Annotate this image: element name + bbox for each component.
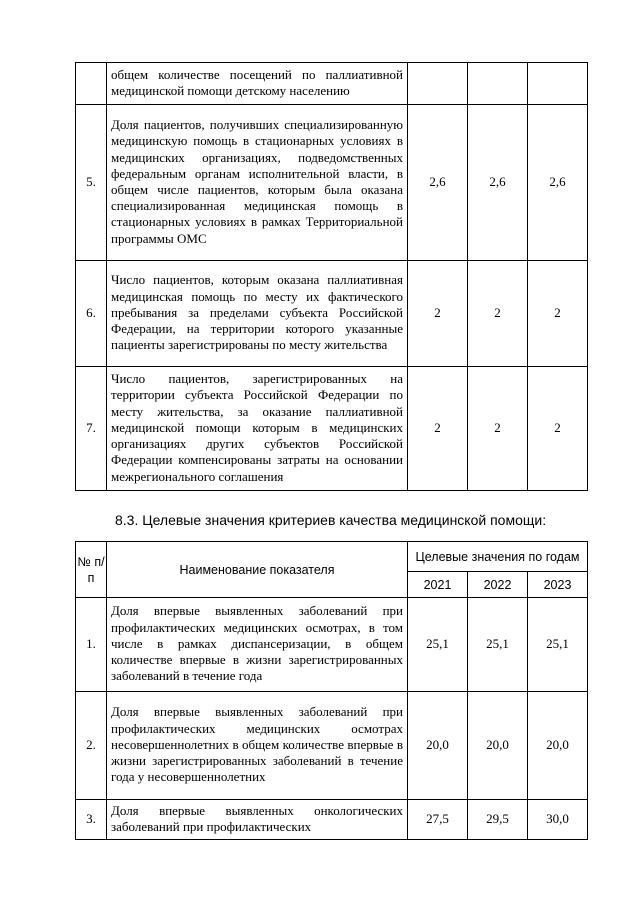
row-number: 3. (76, 800, 107, 840)
value-2022: 25,1 (468, 598, 528, 692)
value-2022: 29,5 (468, 800, 528, 840)
value-2023: 2 (528, 367, 588, 491)
indicator-name: Доля пациентов, получивших специализированную медицинскую помощь в стационарных условиях в медицинских организациях, подведомственных федеральным органам исполнительной власти, в общем числе пациентов, которым была оказана специализированная медицинская помощь в стационарных условиях в рамках Территориальной программы ОМС (107, 105, 408, 261)
value-2022 (468, 63, 528, 105)
value-2022: 20,0 (468, 692, 528, 800)
value-2023 (528, 63, 588, 105)
header-target-values: Целевые значения по годам (408, 542, 588, 572)
table-row (76, 800, 588, 840)
criteria-table-continued (75, 62, 588, 491)
table-row (76, 598, 588, 692)
value-2022: 2 (468, 367, 528, 491)
indicator-name: Число пациентов, зарегистрированных на территории субъекта Российской Федерации по месту жительства, за оказание паллиативной медицинской помощи которым в медицинских организациях других субъектов Российской Федерации компенсированы затраты на основании межрегионального соглашения (107, 367, 408, 491)
value-2021: 2,6 (408, 105, 468, 261)
value-2021: 25,1 (408, 598, 468, 692)
value-2023: 20,0 (528, 692, 588, 800)
value-2021: 27,5 (408, 800, 468, 840)
row-number: 7. (76, 367, 107, 491)
target-values-table (75, 541, 588, 840)
value-2022: 2 (468, 261, 528, 367)
value-2021: 2 (408, 367, 468, 491)
indicator-name: общем количестве посещений по паллиативной медицинской помощи детскому населению (107, 63, 408, 105)
header-year: 2021 (408, 572, 468, 598)
table-row (76, 105, 588, 261)
section-caption: 8.3. Целевые значения критериев качества медицинской помощи: (115, 512, 547, 528)
value-2023: 2 (528, 261, 588, 367)
value-2023: 30,0 (528, 800, 588, 840)
table-row (76, 63, 588, 105)
indicator-name: Доля впервые выявленных заболеваний при профилактических медицинских осмотрах несовершеннолетних в общем количестве впервые в жизни зарегистрированных заболеваний в течение года у несовершеннолетних (107, 692, 408, 800)
value-2023: 2,6 (528, 105, 588, 261)
header-indicator-name: Наименование показателя (107, 542, 408, 598)
table-header-row (76, 542, 588, 572)
indicator-name: Доля впервые выявленных онкологических заболеваний при профилактических (107, 800, 408, 840)
row-number: 6. (76, 261, 107, 367)
value-2021: 20,0 (408, 692, 468, 800)
row-number: 1. (76, 598, 107, 692)
header-year: 2023 (528, 572, 588, 598)
value-2023: 25,1 (528, 598, 588, 692)
row-number (76, 63, 107, 105)
header-number: № п/п (76, 542, 107, 598)
table-row (76, 261, 588, 367)
row-number: 5. (76, 105, 107, 261)
indicator-name: Доля впервые выявленных заболеваний при профилактических медицинских осмотрах, в том числе в рамках диспансеризации, в общем количестве впервые в жизни зарегистрированных заболеваний в течение года (107, 598, 408, 692)
table-row (76, 367, 588, 491)
value-2022: 2,6 (468, 105, 528, 261)
row-number: 2. (76, 692, 107, 800)
table-row (76, 692, 588, 800)
header-year: 2022 (468, 572, 528, 598)
indicator-name: Число пациентов, которым оказана паллиативная медицинская помощь по месту их фактического пребывания за пределами субъекта Российской Федерации, на территории которого указанные пациенты зарегистрированы по месту жительства (107, 261, 408, 367)
value-2021 (408, 63, 468, 105)
value-2021: 2 (408, 261, 468, 367)
